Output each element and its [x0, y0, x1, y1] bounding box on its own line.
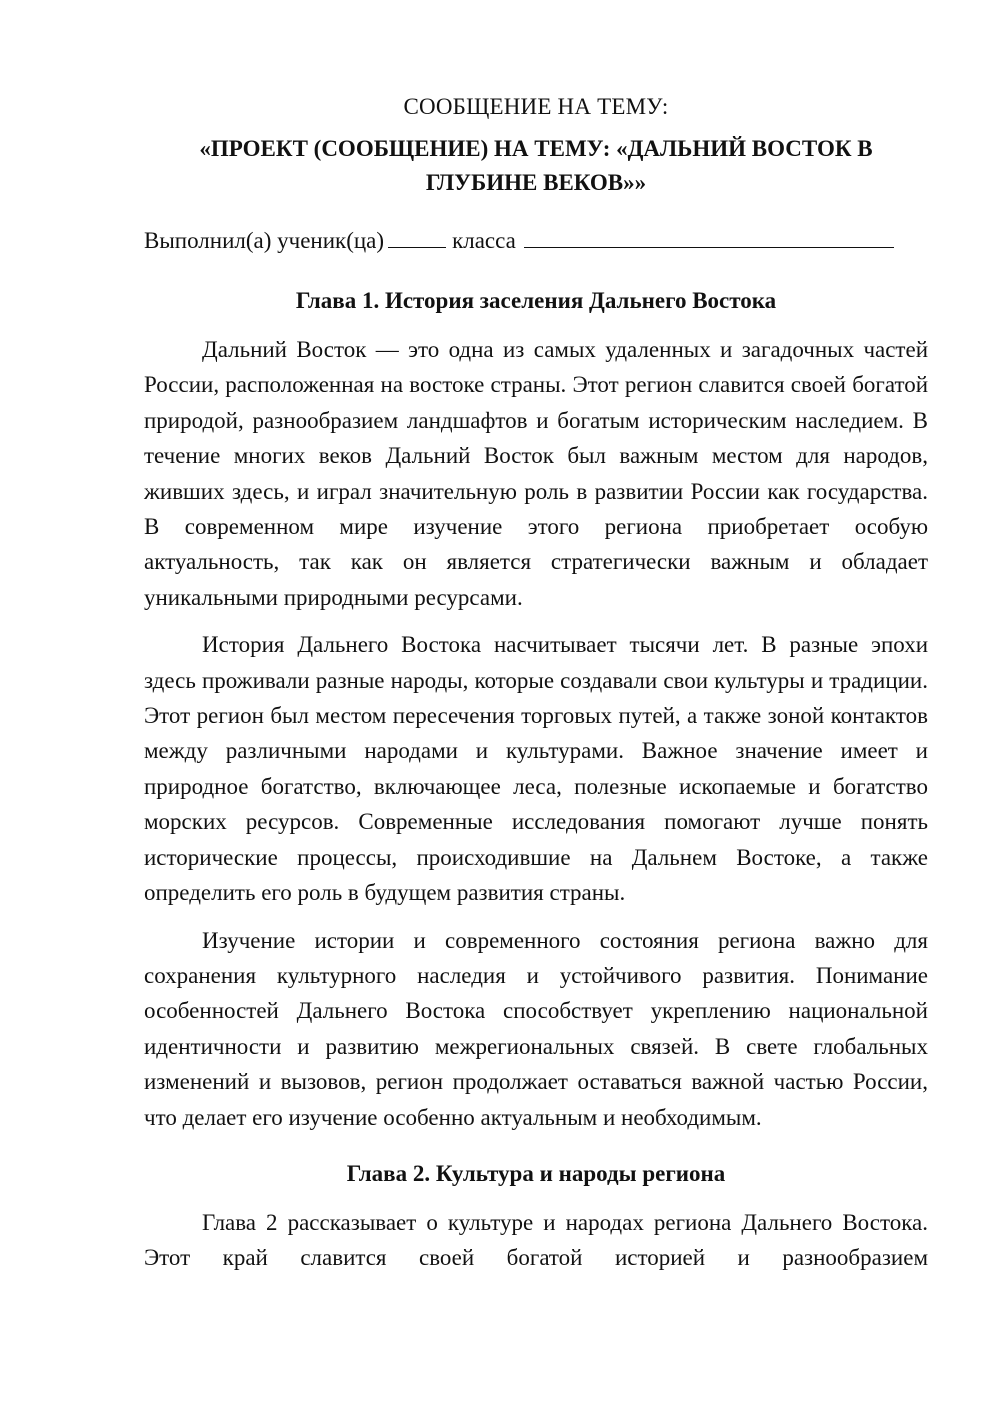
chapter-2-title: Глава 2. Культура и народы региона	[346, 1160, 726, 1186]
document-label: СООБЩЕНИЕ НА ТЕМУ:	[403, 94, 669, 119]
chapter-1-title: Глава 1. История заселения Дальнего Востока	[295, 288, 777, 313]
author-class-label: класса	[452, 228, 516, 253]
chapter-1-paragraph-3: Изучение истории и современного состояния региона важно для сохранения культурного наследия и устойчивого развития. Понимание особенностей Дальнего Востока способствует укреплению национальной идентичности и развитию межрегиональных связей. В свете глобальных изменений и вызовов, регион продолжает оставаться важной частью России, что делает его изучение особенно актуальным и необходимым.	[144, 927, 928, 1130]
author-prefix: Выполнил(а) ученик(ца)	[144, 228, 385, 253]
chapter-1-paragraph-2: История Дальнего Востока насчитывает тысячи лет. В разные эпохи здесь проживали разные народы, которые создавали свои культуры и традиции. Этот регион был местом пересечения торговых путей, а также зоной контактов между различными народами и культурами. Важное значение имеет и природное богатство, включающее леса, полезные ископаемые и богатство морских ресурсов. Современные исследования помогают лучше понять исторические процессы, происходившие на Дальнем Востоке, а также определить его роль в будущем развития страны.	[144, 632, 928, 906]
document-title: «ПРОЕКТ (СООБЩЕНИЕ) НА ТЕМУ: «ДАЛЬНИЙ ВОСТОК В ГЛУБИНЕ ВЕКОВ»»	[199, 136, 873, 195]
chapter-2-paragraph-1: Глава 2 рассказывает о культуре и народах региона Дальнего Востока. Этот край славится своей богатой историей и разнообразием	[144, 1209, 928, 1271]
chapter-1-paragraph-1: Дальний Восток — это одна из самых удаленных и загадочных частей России, расположенная на востоке страны. Этот регион славится своей богатой природой, разнообразием ландшафтов и богатым историческим наследием. В течение многих веков Дальний Восток был важным местом для народов, живших здесь, и играл значительную роль в развитии России как государства. В современном мире изучение этого региона приобретает особую актуальность, так как он является стратегически важным и обладает уникальными природными ресурсами.	[144, 337, 928, 610]
grade-blank	[388, 225, 446, 248]
author-line	[144, 224, 928, 258]
document-content	[144, 90, 928, 1288]
class-blank	[524, 225, 894, 248]
